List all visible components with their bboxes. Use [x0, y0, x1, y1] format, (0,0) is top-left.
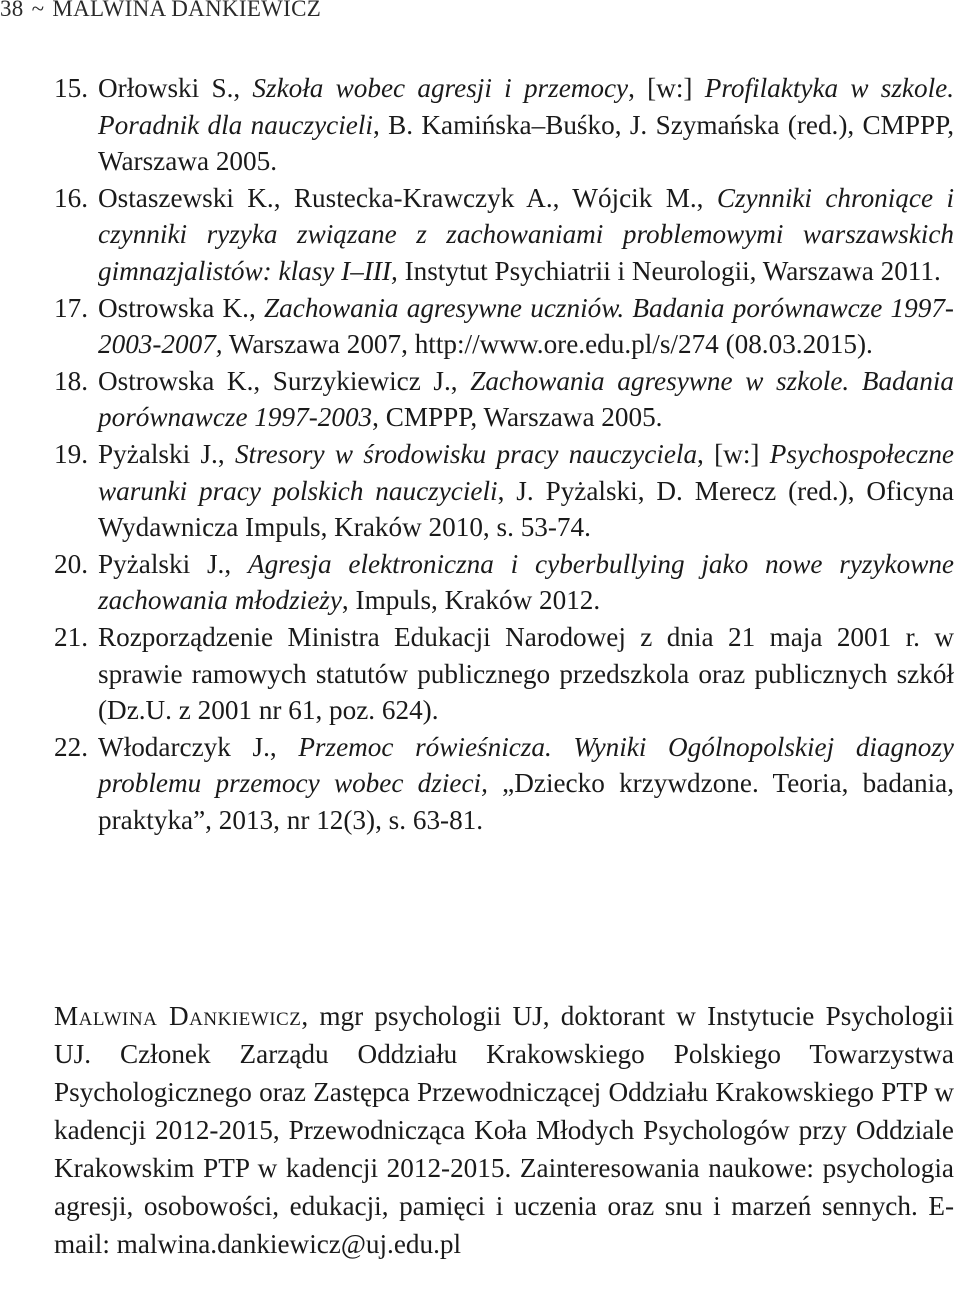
reference-text: , [w:]	[628, 73, 705, 103]
reference-text: Orłowski S.,	[98, 73, 253, 103]
reference-text: Ostaszewski K., Rustecka-Krawczyk A., Wójcik M.,	[98, 182, 717, 213]
reference-number: 15.	[54, 73, 88, 103]
reference-title: Psychospołeczne warunki pracy polskich nauczycieli	[98, 438, 954, 506]
reference-text: , J. Pyżalski, D. Merecz (red.), Oficyna Wydawnicza Impuls, Kraków 2010, s. 53-74.	[98, 475, 954, 543]
reference-item	[54, 546, 954, 619]
reference-title: Zachowania agresywne w szkole. Badania porównawcze 1997-2003	[98, 365, 954, 433]
reference-title: Szkoła wobec agresji i przemocy	[252, 73, 629, 103]
reference-text: Włodarczyk J.,	[98, 731, 299, 762]
ornament-separator: ~	[31, 0, 45, 21]
reference-text: , B. Kamińska–Buśko, J. Szymańska (red.), CMPPP, Warszawa 2005.	[98, 109, 954, 177]
reference-title: Profilaktyka w szkole. Poradnik dla nauczycieli	[98, 73, 954, 140]
reference-number: 19.	[54, 438, 88, 469]
reference-item	[54, 729, 954, 839]
bio-text: , mgr psychologii UJ, doktorant w Instytucie Psychologii UJ. Członek Zarządu Oddziału Krakowskiego Polskiego Towarzystwa Psychologicznego oraz Zastępca Przewodniczącej Oddziału Krakowskiego PTP w kadencji 2012-2015, Przewodnicząca Koła Młodych Psychologów przy Oddziale Krakowskim PTP w kadencji 2012-2015. Zainteresowania naukowe: psychologia agresji, osobowości, edukacji, pamięci i uczenia oraz snu i marzeń sennych. E-mail: malwina.dankiewicz@uj.edu.pl	[54, 1001, 954, 1259]
reference-item	[54, 436, 954, 546]
reference-text: , Impuls, Kraków 2012.	[341, 585, 601, 616]
running-header	[0, 0, 321, 22]
reference-text: Ostrowska K., Surzykiewicz J.,	[98, 365, 471, 396]
reference-text: , [w:]	[697, 438, 770, 469]
reference-item	[54, 70, 954, 180]
reference-title: Agresja elektroniczna i cyberbullying jako nowe ryzykowne zachowania młodzieży	[98, 548, 954, 616]
reference-text: , CMPPP, Warszawa 2005.	[372, 402, 663, 433]
reference-text: Instytut Psychiatrii i Neurologii, Warszawa 2011.	[397, 255, 941, 286]
reference-number: 18.	[54, 365, 88, 396]
reference-list	[54, 70, 954, 838]
reference-title: Czynniki chroniące i czynniki ryzyka związane z zachowaniami problemowymi warszawskich gimnazjalistów: klasy I–III,	[98, 182, 954, 286]
author-name: Malwina Dankiewicz	[54, 1001, 302, 1031]
reference-text: Ostrowska K.,	[98, 292, 265, 323]
reference-item	[54, 180, 954, 290]
reference-number: 22.	[54, 731, 88, 762]
page-number: 38	[0, 0, 24, 21]
reference-text: Pyżalski J.,	[98, 438, 235, 469]
reference-number: 17.	[54, 292, 88, 323]
reference-text: Warszawa 2007, http://www.ore.edu.pl/s/274 (08.03.2015).	[222, 329, 873, 360]
reference-number: 20.	[54, 548, 88, 579]
reference-item	[54, 619, 954, 729]
reference-title: Stresory w środowisku pracy nauczyciela	[234, 438, 698, 469]
running-title: MALWINA DANKIEWICZ	[52, 0, 322, 21]
reference-text: Pyżalski J.,	[98, 548, 248, 579]
reference-text: Rozporządzenie Ministra Edukacji Narodowej z dnia 21 maja 2001 r. w sprawie ramowych statutów publicznego przedszkola oraz publicznych szkół (Dz.U. z 2001 nr 61, poz. 624).	[98, 621, 954, 726]
author-bio	[54, 997, 954, 1263]
reference-text: „Dziecko krzywdzone. Teoria, badania, praktyka”, 2013, nr 12(3), s. 63-81.	[98, 768, 954, 835]
reference-number: 21.	[54, 621, 88, 652]
reference-item	[54, 363, 954, 436]
reference-number: 16.	[54, 182, 88, 213]
reference-item	[54, 290, 954, 363]
reference-title: Przemoc rówieśnicza. Wyniki Ogólnopolskiej diagnozy problemu przemocy wobec dzieci,	[98, 731, 954, 799]
reference-title: Zachowania agresywne uczniów. Badania porównawcze 1997-2003-2007,	[98, 292, 954, 360]
